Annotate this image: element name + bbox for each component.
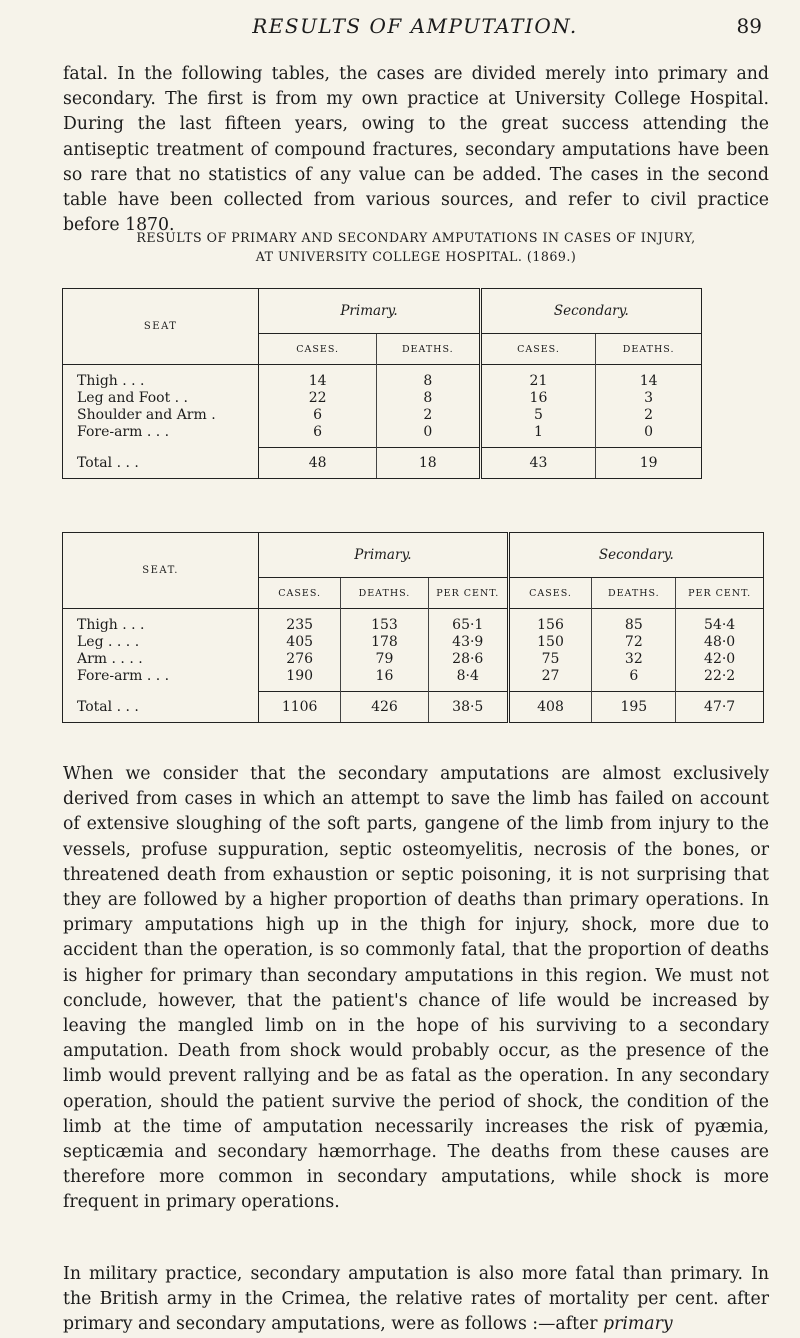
primary-percent: 65·1 (428, 609, 508, 635)
primary-cases: 405 (286, 634, 314, 650)
table2-secondary-deaths-header: DEATHS. (592, 578, 676, 609)
primary-deaths: 153 (341, 609, 429, 635)
secondary-cases: 156 (508, 609, 592, 635)
table2-primary-header: Primary. (259, 533, 508, 578)
intro-paragraph: fatal. In the following tables, the cases are divided merely into primary and secondary. The first is from my own practice at University College Hospital. During the last fifteen years, owing to the great success attending the antiseptic treatment of compound fractures, secondary amputations have been so rare that no statistics of any value can be added. The cases in the second table have been collected from various sources, and refer to civil practice before 1870. (63, 64, 769, 236)
secondary-cases: 1 (480, 424, 596, 448)
secondary-deaths: 2 (596, 407, 702, 424)
secondary-percent: 54·4 (676, 609, 764, 635)
table1-caption-line1: RESULTS OF PRIMARY AND SECONDARY AMPUTATIONS IN CASES OF INJURY, (136, 230, 696, 245)
primary-cases: 276 (286, 651, 314, 667)
table-row (63, 668, 764, 692)
secondary-cases: 5 (480, 407, 596, 424)
total-primary-deaths: 426 (341, 692, 429, 723)
table1-primary-deaths-header: DEATHS. (376, 334, 480, 365)
secondary-percent: 22·2 (676, 668, 764, 692)
row-seat: Shoulder and Arm . (63, 407, 259, 424)
table-total-row (63, 448, 702, 479)
primary-cases: 22 (308, 390, 327, 406)
page-number: 89 (736, 14, 762, 38)
discussion-paragraph: When we consider that the secondary amputations are almost exclusively derived from cases in which an attempt to save the limb has failed on account of extensive sloughing of the soft parts, gangene of the limb from injury to the vessels, profuse suppuration, septic osteomyelitis, necrosis of the bones, or threatened death from exhaustion or septic poisoning, it is not surprising that they are followed by a higher proportion of deaths than primary operations. In primary amputations high up in the thigh for injury, shock, more due to accident than the operation, is so commonly fatal, that the proportion of deaths is higher for primary than secondary amputations in this region. We must not conclude, however, that the patient's chance of life would be increased by leaving the mangled limb on in the hope of his surviving to a secondary amputation. Death from shock would probably occur, as the presence of the limb would prevent rallying and be as fatal as the operation. In any secondary operation, should the patient survive the period of shock, the condition of the limb at the time of amputation necessarily increases the risk of pyæmia, septicæmia and secondary hæmorrhage. The deaths from these causes are therefore more common in secondary amputations, while shock is more frequent in primary operations. (63, 764, 769, 1213)
table-row (63, 365, 702, 391)
table1-secondary-cases-header: CASES. (480, 334, 596, 365)
primary-deaths: 2 (376, 407, 480, 424)
running-title: RESULTS OF AMPUTATION. (252, 14, 578, 38)
total-label: Total . . . (63, 692, 259, 723)
secondary-cases: 150 (508, 634, 592, 651)
primary-cases: 6 (313, 407, 323, 423)
primary-deaths: 16 (341, 668, 429, 692)
secondary-cases: 27 (508, 668, 592, 692)
military-paragraph (63, 1262, 769, 1338)
total-secondary-cases: 43 (480, 448, 596, 479)
secondary-deaths: 72 (592, 634, 676, 651)
military-text: In military practice, secondary amputation is also more fatal than primary. In the British army in the Crimea, the relative rates of mortality per cent. after primary and secondary amputations, were as follows :—after (63, 1264, 769, 1335)
total-secondary-deaths: 195 (592, 692, 676, 723)
military-emphasis: primary (603, 1314, 673, 1335)
table2-primary-percent-header: PER CENT. (428, 578, 508, 609)
table2-primary-cases-header: CASES. (278, 587, 322, 599)
secondary-deaths: 85 (592, 609, 676, 635)
total-primary-cases: 48 (259, 448, 377, 479)
table1-secondary-header: Secondary. (480, 289, 701, 334)
primary-deaths: 8 (376, 390, 480, 407)
primary-percent: 43·9 (428, 634, 508, 651)
primary-cases: 6 (313, 424, 323, 440)
total-primary-deaths: 18 (376, 448, 480, 479)
total-primary-percent: 38·5 (428, 692, 508, 723)
table2-secondary-percent-header: PER CENT. (676, 578, 764, 609)
secondary-percent: 42·0 (676, 651, 764, 668)
table-row (63, 407, 702, 424)
row-seat: Leg and Foot . . (63, 390, 259, 407)
table-row (63, 390, 702, 407)
table-row (63, 609, 764, 635)
secondary-percent: 48·0 (676, 634, 764, 651)
page-header (60, 14, 770, 44)
table2-seat-header: SEAT. (63, 533, 259, 609)
table2-primary-deaths-header: DEATHS. (341, 578, 429, 609)
primary-cases: 190 (286, 668, 314, 684)
table1-caption-line2: AT UNIVERSITY COLLEGE HOSPITAL. (1869.) (255, 249, 577, 264)
row-seat: Leg . . . . (63, 634, 259, 651)
table2-secondary-cases-header: CASES. (508, 578, 592, 609)
row-seat: Fore-arm . . . (63, 668, 259, 692)
primary-percent: 28·6 (428, 651, 508, 668)
primary-deaths: 79 (341, 651, 429, 668)
primary-deaths: 0 (376, 424, 480, 448)
primary-percent: 8·4 (428, 668, 508, 692)
primary-deaths: 178 (341, 634, 429, 651)
primary-cases: 235 (259, 609, 341, 635)
table1-caption (80, 228, 752, 266)
secondary-cases: 16 (480, 390, 596, 407)
total-secondary-percent: 47·7 (676, 692, 764, 723)
table-university-college (62, 288, 702, 479)
secondary-deaths: 3 (596, 390, 702, 407)
secondary-deaths: 6 (592, 668, 676, 692)
table-row (63, 634, 764, 651)
primary-deaths: 8 (376, 365, 480, 391)
row-seat: Thigh . . . (63, 365, 259, 391)
table-row (63, 651, 764, 668)
table1-primary-cases-header: CASES. (296, 343, 340, 355)
row-seat: Fore-arm . . . (63, 424, 259, 448)
table1-secondary-deaths-header: DEATHS. (596, 334, 702, 365)
primary-cases: 14 (259, 365, 377, 391)
table2-secondary-header: Secondary. (508, 533, 763, 578)
total-primary-cases: 1106 (259, 692, 341, 723)
total-secondary-deaths: 19 (596, 448, 702, 479)
table1-primary-header: Primary. (259, 289, 480, 334)
secondary-deaths: 0 (596, 424, 702, 448)
table-total-row (63, 692, 764, 723)
total-label: Total . . . (63, 448, 259, 479)
secondary-deaths: 14 (596, 365, 702, 391)
total-secondary-cases: 408 (508, 692, 592, 723)
secondary-deaths: 32 (592, 651, 676, 668)
secondary-cases: 21 (480, 365, 596, 391)
table-row (63, 424, 702, 448)
secondary-cases: 75 (508, 651, 592, 668)
table1-seat-header: SEAT (63, 289, 259, 365)
row-seat: Arm . . . . (63, 651, 259, 668)
row-seat: Thigh . . . (63, 609, 259, 635)
table-collected-cases (62, 532, 764, 723)
